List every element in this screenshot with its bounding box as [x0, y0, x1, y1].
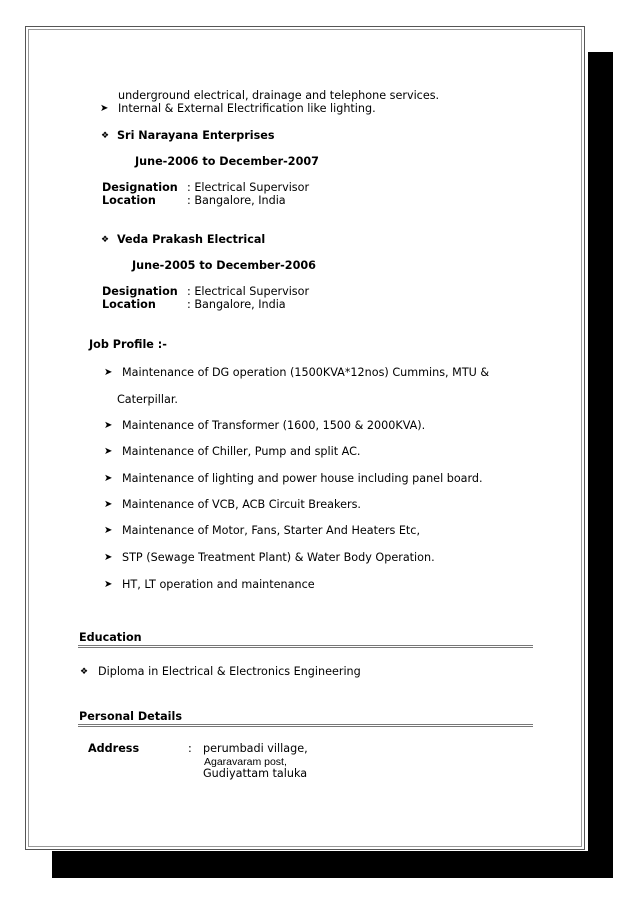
page-shadow-bottom: [52, 851, 613, 878]
arrow-bullet-icon: ➤: [104, 552, 113, 563]
section-rule: [78, 645, 533, 648]
designation-value: : Electrical Supervisor: [187, 285, 310, 298]
continuation-line-1: underground electrical, drainage and telephone services.: [118, 89, 440, 102]
job-item-continuation: Caterpillar.: [117, 393, 178, 406]
job-item: STP (Sewage Treatment Plant) & Water Body Operation.: [122, 551, 435, 564]
job-item: Maintenance of VCB, ACB Circuit Breakers.: [122, 498, 361, 511]
education-heading: Education: [79, 631, 142, 644]
location-label: Location: [102, 194, 156, 207]
address-label: Address: [88, 742, 140, 755]
arrow-bullet-icon: ➤: [104, 579, 113, 590]
job-item: Maintenance of Motor, Fans, Starter And Heaters Etc,: [122, 524, 421, 537]
arrow-bullet-icon: ➤: [100, 103, 109, 114]
section-rule: [78, 724, 533, 727]
job-item: Maintenance of Transformer (1600, 1500 & 2000KVA).: [122, 419, 426, 432]
designation-label: Designation: [102, 285, 178, 298]
address-line-3: Gudiyattam taluka: [203, 767, 308, 780]
diamond-bullet-icon: ❖: [101, 235, 110, 245]
continuation-line-2: Internal & External Electrification like lighting.: [118, 102, 376, 115]
arrow-bullet-icon: ➤: [104, 446, 113, 457]
diamond-bullet-icon: ❖: [101, 131, 110, 141]
job-item: Maintenance of Chiller, Pump and split AC.: [122, 445, 361, 458]
arrow-bullet-icon: ➤: [104, 499, 113, 510]
arrow-bullet-icon: ➤: [104, 525, 113, 536]
address-colon: :: [188, 742, 192, 755]
personal-details-heading: Personal Details: [79, 710, 182, 723]
employer-name: Sri Narayana Enterprises: [117, 129, 275, 142]
job-profile-heading: Job Profile :-: [89, 338, 167, 351]
address-line-2: Agaravaram post,: [204, 756, 287, 768]
education-item: Diploma in Electrical & Electronics Engineering: [98, 665, 361, 678]
arrow-bullet-icon: ➤: [104, 367, 113, 378]
arrow-bullet-icon: ➤: [104, 473, 113, 484]
job-item: Maintenance of lighting and power house including panel board.: [122, 472, 483, 485]
designation-value: : Electrical Supervisor: [187, 181, 310, 194]
designation-label: Designation: [102, 181, 178, 194]
diamond-bullet-icon: ❖: [80, 667, 89, 677]
employer-period: June-2005 to December-2006: [132, 259, 316, 272]
location-value: : Bangalore, India: [187, 298, 286, 311]
address-line-1: perumbadi village,: [203, 742, 308, 755]
employer-name: Veda Prakash Electrical: [117, 233, 266, 246]
page-shadow-right: [588, 52, 613, 878]
location-value: : Bangalore, India: [187, 194, 286, 207]
employer-period: June-2006 to December-2007: [135, 155, 319, 168]
arrow-bullet-icon: ➤: [104, 420, 113, 431]
job-item: HT, LT operation and maintenance: [122, 578, 315, 591]
location-label: Location: [102, 298, 156, 311]
job-item: Maintenance of DG operation (1500KVA*12nos) Cummins, MTU &: [122, 366, 490, 379]
